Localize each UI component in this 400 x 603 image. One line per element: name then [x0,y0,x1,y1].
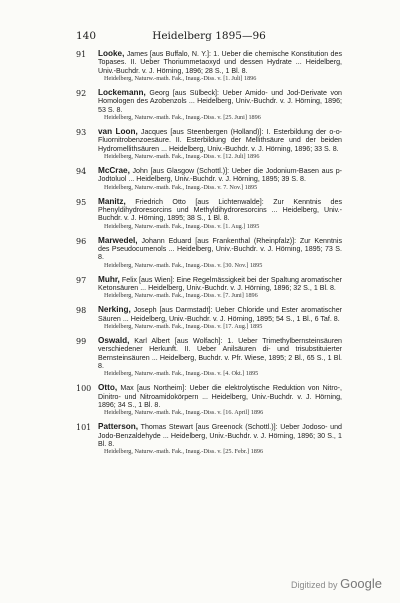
dissertation-note: Heidelberg, Naturw.-math. Fak., Inaug.-Diss. v. [25. Juni] 1896 [104,114,261,122]
entry-number: 98 [76,306,87,316]
list-item [76,89,342,122]
entry-text [98,423,342,448]
watermark-prefix: Digitized by [291,580,338,590]
list-item [76,237,342,270]
entry-text [98,50,342,75]
entry-body: Felix [aus Wien]: Eine Regelmässigkeit bei der Spaltung aromatischer Ketonsäuren ... Heidelberg, Univ.-Buchdr. v. J. Hörning, 1896; 32 S., 1 Bl. 8. [98,275,342,292]
dissertation-note: Heidelberg, Naturw.-math. Fak., Inaug.-Diss. v. [12. Juli] 1896 [104,153,260,161]
running-title: Heidelberg 1895—96 [152,30,266,42]
entry-text [98,167,342,184]
list-item [76,128,342,161]
author-name: Otto, [98,383,118,393]
page-number: 140 [76,30,97,42]
author-name: Nerking, [98,305,131,315]
entry-list [76,50,342,462]
author-name: Marwedel, [98,235,138,245]
list-item [76,306,342,330]
author-name: Oswald, [98,335,130,345]
entry-number: 94 [76,167,87,176]
dissertation-note: Heidelberg, Naturw.-math. Fak., Inaug.-Diss. v. [4. Okt.] 1895 [104,370,259,378]
entry-body: Karl Albert [aus Wolfach]: 1. Ueber Trimethylbernsteinsäuren verschiedener Herkunft. II. Ueber Anilsäuren di- und trisubstituierter Bernsteinsäuren ... Heidelberg, Buchdr. v. Pfr. Wiese, 1895; 2 Bl., 65 S., 1 Bl. 8. [98,336,342,370]
page-header [76,30,342,44]
list-item [76,337,342,378]
author-name: Manitz, [98,196,126,206]
list-item [76,276,342,300]
entry-number: 97 [76,275,87,285]
dissertation-note: Heidelberg, Naturw.-math. Fak., Inaug.-Diss. v. [25. Febr.] 1896 [104,448,264,456]
entry-text [98,384,342,409]
dissertation-note: Heidelberg, Naturw.-math. Fak., Inaug.-Diss. v. [7. Juni] 1896 [104,292,258,300]
entry-body: John [aus Glasgow (Schottl.)]: Ueber die Jodonium-Basen aus p-Jodtoluol ... Heidelberg, Univ.-Buchdr. v. J. Hörning, 1895; 39 S. 8. [98,167,342,184]
list-item [76,198,342,231]
entry-text [98,89,342,114]
entry-body: Max [aus Northeim]: Ueber die elektrolytische Reduktion von Nitro-, Dinitro- und Nitroamidokörpern ... Heidelberg, Univ.-Buchdr. v. J. Hörning, 1896; 34 S., 1 Bl. 8. [98,384,342,409]
list-item [76,384,342,417]
dissertation-note: Heidelberg, Naturw.-math. Fak., Inaug.-Diss. v. 7. Nov.] 1895 [104,183,258,191]
entry-text [98,276,342,293]
dissertation-note: Heidelberg, Naturw.-math. Fak., Inaug.-Diss. v. [16. April] 1896 [104,409,264,417]
author-name: Muhr, [98,274,120,284]
entry-text [98,128,342,153]
list-item [76,50,342,83]
entry-text [98,198,342,223]
entry-body: Johann Eduard [aus Frankenthal (Rheinpfalz)]: Zur Kenntnis des Pseudocumenols ... Heidelberg, Univ.-Buchdr. v. J. Hörning, 1895; 73 S. 8. [98,236,342,262]
list-item [76,167,342,191]
list-item [76,423,342,456]
digitized-watermark [291,576,382,591]
author-name: Looke, [98,49,125,58]
entry-number: 100 [76,384,92,394]
entry-body: Georg [aus Sülbeck]: Ueber Amido- und Jod-Derivate von Homologen des Azobenzols ... Heidelberg, Univ.-Buchdr. v. J. Hörning, 1896; 53 S. 8. [98,89,342,114]
author-name: van Loon, [98,127,138,136]
entry-body: James [aus Buffalo, N. Y.]: 1. Ueber die chemische Konstitution des Topases. II. Ueber Thoriummetaoxyd und dessen Hydrate ... Heidelberg, Univ.-Buchdr. v. J. Hörning, 1896; 28 S., 1 Bl. 8. [98,50,342,75]
entry-number: 91 [76,50,87,59]
dissertation-note: Heidelberg, Naturw.-math. Fak., Inaug.-Diss. v. [1. Aug.] 1895 [104,222,260,230]
entry-text [98,237,342,262]
author-name: McCrae, [98,166,130,175]
entry-number: 95 [76,197,87,207]
entry-number: 96 [76,236,87,246]
google-logo: Google [340,576,382,591]
entry-number: 99 [76,336,87,346]
author-name: Patterson, [98,422,139,432]
author-name: Lockemann, [98,88,146,97]
entry-body: Joseph [aus Darmstadt]: Ueber Chloride und Ester aromatischer Säuren ... Heidelberg, Univ.-Buchdr. v. J. Hörning, 1895; 54 S., 1 Bl., 6 Taf. 8. [98,306,342,323]
entry-number: 93 [76,128,87,137]
entry-body: Friedrich Otto [aus Lichtenwalde]: Zur Kenntnis des Phenyldihydroresorcins und Methyldihydroresorcins ... Heidelberg, Univ.-Buchdr. v. J. Hörning, 1895; 38 S., 1 Bl. 8. [98,197,342,223]
dissertation-note: Heidelberg, Naturw.-math. Fak., Inaug.-Diss. v. [1. Juli] 1896 [104,75,257,83]
entry-text [98,337,342,371]
entry-body: Jacques [aus Steenbergen (Holland)]: I. Esterbildung der o-o-Fluornitrobenzoesäure. II. Esterbildung der Mellithsäure und der beiden Hydromellithsäuren ... Heidelberg, Univ.-Buchdr. v. J. Hörning, 1896; 33 S. 8. [98,128,342,153]
dissertation-note: Heidelberg, Naturw.-math. Fak., Inaug.-Diss. v. [17. Aug.] 1895 [104,323,263,330]
entry-text [98,306,342,323]
entry-number: 92 [76,89,87,98]
entry-body: Thomas Stewart [aus Greenock (Schottl.)]: Ueber Jodoso- und Jodo-Benzaldehyde ... Heidelberg, Univ.-Buchdr. v. J. Hörning, 1896; 30 S., 1 Bl. 8. [98,423,342,448]
entry-number: 101 [76,423,92,433]
dissertation-note: Heidelberg, Naturw.-math. Fak., Inaug.-Diss. v. [30. Nov.] 1895 [104,261,263,269]
